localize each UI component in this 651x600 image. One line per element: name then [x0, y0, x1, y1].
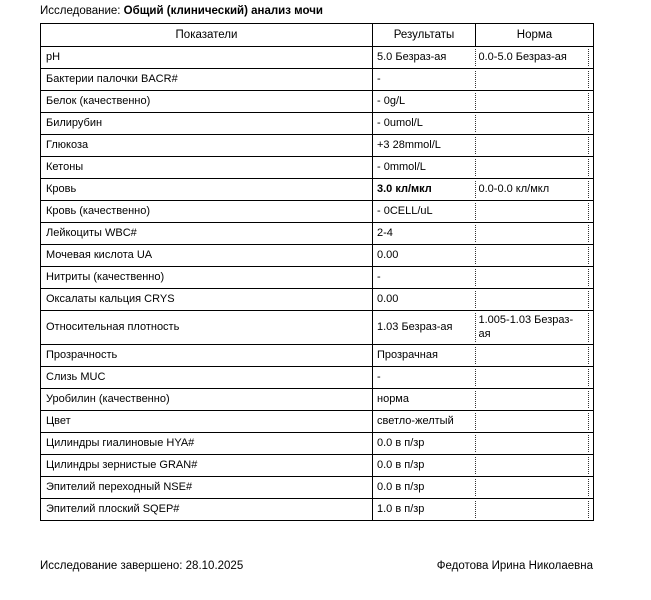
table-row	[41, 388, 594, 410]
table-row	[41, 267, 594, 289]
norm-cell	[476, 267, 594, 289]
norm-cell	[476, 245, 594, 267]
table-row	[41, 454, 594, 476]
table-row	[41, 344, 594, 366]
table-row	[41, 157, 594, 179]
doctor-name-text: Федотова Ирина Николаевна	[436, 560, 593, 572]
indicator-cell: Эпителий плоский SQEP#	[41, 498, 373, 520]
result-cell: 0.00	[373, 245, 476, 267]
report-type-label: Исследование:	[40, 5, 121, 17]
result-cell: 0.0 в п/зр	[373, 432, 476, 454]
table-row	[41, 498, 594, 520]
norm-cell	[476, 113, 594, 135]
table-row	[41, 201, 594, 223]
indicator-cell: Оксалаты кальция CRYS	[41, 289, 373, 311]
norm-cell: 0.0-0.0 кл/мкл	[476, 179, 594, 201]
indicator-cell: Бактерии палочки BACR#	[41, 69, 373, 91]
norm-cell: 1.005-1.03 Безраз-ая	[476, 311, 594, 345]
norm-cell	[476, 157, 594, 179]
table-row	[41, 366, 594, 388]
result-cell: светло-желтый	[373, 410, 476, 432]
norm-cell	[476, 498, 594, 520]
norm-cell	[476, 223, 594, 245]
table-row	[41, 91, 594, 113]
norm-cell	[476, 366, 594, 388]
result-cell: 3.0 кл/мкл	[373, 179, 476, 201]
indicator-cell: Цилиндры зернистые GRAN#	[41, 454, 373, 476]
table-row	[41, 311, 594, 345]
norm-cell	[476, 135, 594, 157]
result-cell: Прозрачная	[373, 344, 476, 366]
table-row	[41, 223, 594, 245]
indicator-cell: Глюкоза	[41, 135, 373, 157]
indicator-cell: Прозрачность	[41, 344, 373, 366]
norm-cell	[476, 454, 594, 476]
result-cell: - 0g/L	[373, 91, 476, 113]
column-header-results: Результаты	[373, 24, 476, 47]
norm-cell	[476, 289, 594, 311]
table-row	[41, 245, 594, 267]
report-footer	[40, 560, 593, 572]
result-cell: - 0CELL/uL	[373, 201, 476, 223]
table-header-row	[41, 24, 594, 47]
column-header-indicators: Показатели	[41, 24, 373, 47]
table-row	[41, 289, 594, 311]
table-row	[41, 113, 594, 135]
result-cell: 0.00	[373, 289, 476, 311]
norm-cell	[476, 476, 594, 498]
table-row	[41, 476, 594, 498]
table-row	[41, 47, 594, 69]
table-row	[41, 69, 594, 91]
norm-cell	[476, 201, 594, 223]
result-cell: +3 28mmol/L	[373, 135, 476, 157]
norm-cell	[476, 388, 594, 410]
indicator-cell: Относительная плотность	[41, 311, 373, 345]
result-cell: - 0mmol/L	[373, 157, 476, 179]
norm-cell	[476, 344, 594, 366]
indicator-cell: Билирубин	[41, 113, 373, 135]
result-cell: норма	[373, 388, 476, 410]
result-cell: 1.03 Безраз-ая	[373, 311, 476, 345]
indicator-cell: Белок (качественно)	[41, 91, 373, 113]
result-cell: -	[373, 267, 476, 289]
table-row	[41, 135, 594, 157]
norm-cell	[476, 69, 594, 91]
result-cell: - 0umol/L	[373, 113, 476, 135]
indicator-cell: Мочевая кислота UA	[41, 245, 373, 267]
indicator-cell: Лейкоциты WBC#	[41, 223, 373, 245]
result-cell: 1.0 в п/зр	[373, 498, 476, 520]
indicator-cell: pH	[41, 47, 373, 69]
norm-cell	[476, 410, 594, 432]
results-table	[40, 23, 594, 521]
completed-date-text: Исследование завершено: 28.10.2025	[40, 560, 244, 572]
norm-cell	[476, 91, 594, 113]
result-cell: 5.0 Безраз-ая	[373, 47, 476, 69]
result-cell: 2-4	[373, 223, 476, 245]
result-cell: -	[373, 366, 476, 388]
indicator-cell: Кровь	[41, 179, 373, 201]
indicator-cell: Цвет	[41, 410, 373, 432]
table-row	[41, 179, 594, 201]
indicator-cell: Уробилин (качественно)	[41, 388, 373, 410]
norm-cell	[476, 432, 594, 454]
indicator-cell: Кровь (качественно)	[41, 201, 373, 223]
column-header-norm: Норма	[476, 24, 594, 47]
report-title-text: Общий (клинический) анализ мочи	[123, 5, 323, 17]
table-body	[41, 47, 594, 521]
indicator-cell: Кетоны	[41, 157, 373, 179]
indicator-cell: Цилиндры гиалиновые HYA#	[41, 432, 373, 454]
result-cell: 0.0 в п/зр	[373, 454, 476, 476]
norm-cell: 0.0-5.0 Безраз-ая	[476, 47, 594, 69]
indicator-cell: Слизь MUC	[41, 366, 373, 388]
result-cell: 0.0 в п/зр	[373, 476, 476, 498]
result-cell: -	[373, 69, 476, 91]
table-row	[41, 410, 594, 432]
indicator-cell: Нитриты (качественно)	[41, 267, 373, 289]
report-title	[40, 5, 651, 17]
table-row	[41, 432, 594, 454]
indicator-cell: Эпителий переходный NSE#	[41, 476, 373, 498]
